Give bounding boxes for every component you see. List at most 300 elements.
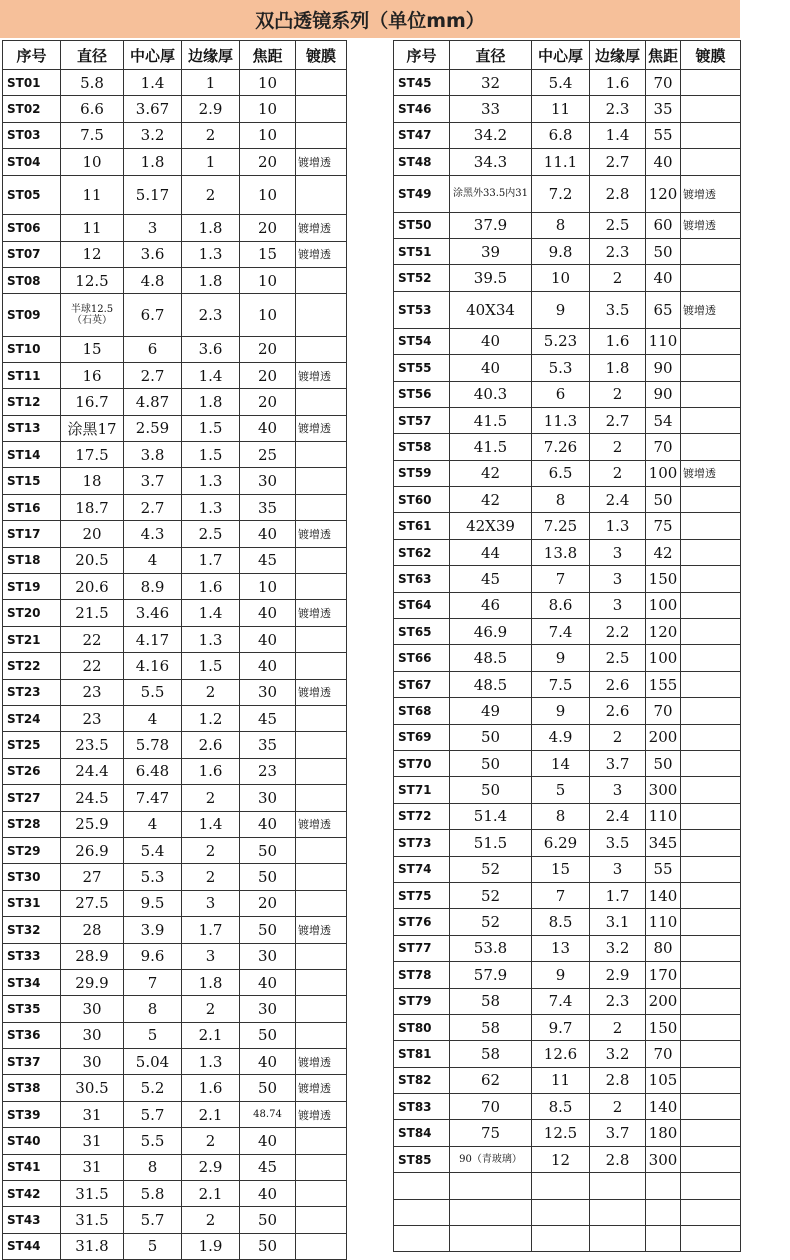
cell-center: 5.04 xyxy=(124,1049,182,1075)
cell-id: ST23 xyxy=(3,679,61,705)
cell-diameter: 31.8 xyxy=(61,1233,124,1259)
cell-focal: 30 xyxy=(240,468,296,494)
cell-edge: 1.4 xyxy=(182,600,240,626)
cell-focal: 140 xyxy=(646,1094,681,1120)
cell-edge: 1.8 xyxy=(182,969,240,995)
cell-id: ST20 xyxy=(3,600,61,626)
cell-coating xyxy=(681,619,741,645)
lens-table-left xyxy=(2,40,347,1260)
table-row xyxy=(394,513,741,539)
cell-edge: 2 xyxy=(590,460,646,486)
cell-center: 9 xyxy=(532,291,590,328)
cell-coating: 镀增透 xyxy=(296,811,347,837)
cell-edge: 2.3 xyxy=(590,238,646,264)
cell-center: 3.67 xyxy=(124,96,182,122)
cell-diameter xyxy=(450,1199,532,1225)
cell-edge: 2 xyxy=(182,864,240,890)
header-edge-thickness: 边缘厚 xyxy=(182,41,240,70)
cell-focal: 120 xyxy=(646,175,681,212)
cell-diameter: 39 xyxy=(450,238,532,264)
header-diameter: 直径 xyxy=(450,41,532,70)
cell-center: 3.9 xyxy=(124,917,182,943)
cell-coating xyxy=(681,671,741,697)
cell-focal: 20 xyxy=(240,389,296,415)
table-row xyxy=(394,671,741,697)
header-center-thickness: 中心厚 xyxy=(124,41,182,70)
cell-diameter: 涂黑17 xyxy=(61,415,124,441)
table-row xyxy=(394,212,741,238)
cell-focal: 40 xyxy=(240,1128,296,1154)
cell-edge: 1.5 xyxy=(182,653,240,679)
cell-coating xyxy=(681,750,741,776)
cell-coating: 镀增透 xyxy=(296,679,347,705)
cell-focal: 35 xyxy=(240,732,296,758)
cell-id: ST52 xyxy=(394,265,450,291)
cell-edge: 2 xyxy=(590,724,646,750)
table-row xyxy=(394,962,741,988)
cell-focal: 100 xyxy=(646,592,681,618)
cell-id: ST44 xyxy=(3,1233,61,1259)
cell-id: ST10 xyxy=(3,336,61,362)
cell-diameter: 31 xyxy=(61,1154,124,1180)
cell-focal: 70 xyxy=(646,434,681,460)
cell-center: 8 xyxy=(124,1154,182,1180)
cell-focal: 10 xyxy=(240,96,296,122)
cell-edge: 3.6 xyxy=(182,336,240,362)
cell-diameter: 28 xyxy=(61,917,124,943)
cell-id: ST15 xyxy=(3,468,61,494)
cell-edge: 3.5 xyxy=(590,291,646,328)
cell-id: ST47 xyxy=(394,122,450,148)
table-row xyxy=(3,336,347,362)
cell-id: ST78 xyxy=(394,962,450,988)
cell-center: 5.78 xyxy=(124,732,182,758)
cell-id xyxy=(394,1199,450,1225)
cell-edge: 2 xyxy=(590,265,646,291)
cell-edge: 2 xyxy=(590,381,646,407)
cell-focal: 200 xyxy=(646,988,681,1014)
cell-coating xyxy=(681,724,741,750)
cell-center: 9 xyxy=(532,962,590,988)
cell-focal: 20 xyxy=(240,215,296,241)
cell-edge: 1.4 xyxy=(182,811,240,837)
cell-edge: 1.6 xyxy=(182,1075,240,1101)
cell-center: 3.6 xyxy=(124,241,182,267)
cell-id: ST56 xyxy=(394,381,450,407)
cell-id: ST38 xyxy=(3,1075,61,1101)
cell-diameter: 24.4 xyxy=(61,758,124,784)
cell-coating xyxy=(296,389,347,415)
cell-coating xyxy=(296,1022,347,1048)
table-row xyxy=(3,215,347,241)
cell-center: 4.16 xyxy=(124,653,182,679)
table-row xyxy=(394,328,741,354)
cell-edge: 1.9 xyxy=(182,1233,240,1259)
cell-focal: 150 xyxy=(646,1014,681,1040)
table-row xyxy=(3,547,347,573)
cell-coating xyxy=(296,96,347,122)
cell-coating xyxy=(296,837,347,863)
table-row xyxy=(3,574,347,600)
table-row xyxy=(3,442,347,468)
cell-id: ST24 xyxy=(3,705,61,731)
cell-id: ST40 xyxy=(3,1128,61,1154)
cell-diameter: 45 xyxy=(450,566,532,592)
table-row xyxy=(3,837,347,863)
cell-coating xyxy=(296,890,347,916)
cell-id: ST07 xyxy=(3,241,61,267)
cell-focal: 90 xyxy=(646,381,681,407)
table-row xyxy=(3,653,347,679)
cell-diameter: 90（青玻璃） xyxy=(450,1146,532,1172)
cell-center: 12 xyxy=(532,1146,590,1172)
cell-edge: 1.3 xyxy=(182,1049,240,1075)
cell-center: 5.3 xyxy=(124,864,182,890)
cell-diameter: 11 xyxy=(61,175,124,215)
cell-focal: 50 xyxy=(646,238,681,264)
cell-center: 13 xyxy=(532,935,590,961)
table-row xyxy=(394,149,741,175)
table-row xyxy=(3,96,347,122)
cell-id: ST22 xyxy=(3,653,61,679)
cell-coating xyxy=(681,238,741,264)
table-row xyxy=(3,864,347,890)
cell-center: 4 xyxy=(124,705,182,731)
cell-focal: 23 xyxy=(240,758,296,784)
cell-diameter: 20.5 xyxy=(61,547,124,573)
cell-center: 12.5 xyxy=(532,1120,590,1146)
cell-diameter: 30 xyxy=(61,1049,124,1075)
cell-diameter: 31 xyxy=(61,1101,124,1127)
cell-center: 10 xyxy=(532,265,590,291)
cell-id: ST25 xyxy=(3,732,61,758)
cell-id: ST26 xyxy=(3,758,61,784)
cell-id: ST27 xyxy=(3,785,61,811)
cell-focal: 70 xyxy=(646,1041,681,1067)
cell-edge: 2.8 xyxy=(590,1146,646,1172)
table-body xyxy=(3,70,347,1260)
cell-coating: 镀增透 xyxy=(681,175,741,212)
cell-edge xyxy=(590,1173,646,1199)
cell-diameter: 27 xyxy=(61,864,124,890)
cell-focal: 110 xyxy=(646,909,681,935)
cell-focal: 40 xyxy=(240,1049,296,1075)
cell-center: 8.6 xyxy=(532,592,590,618)
cell-center: 3.46 xyxy=(124,600,182,626)
cell-id: ST58 xyxy=(394,434,450,460)
cell-diameter: 26.9 xyxy=(61,837,124,863)
cell-id: ST48 xyxy=(394,149,450,175)
cell-id: ST63 xyxy=(394,566,450,592)
cell-center: 6.48 xyxy=(124,758,182,784)
cell-diameter: 41.5 xyxy=(450,407,532,433)
table-row xyxy=(394,1199,741,1225)
cell-center: 8 xyxy=(532,487,590,513)
cell-coating xyxy=(296,969,347,995)
cell-id: ST64 xyxy=(394,592,450,618)
cell-coating xyxy=(681,381,741,407)
cell-edge: 2.7 xyxy=(590,407,646,433)
cell-edge: 2 xyxy=(182,996,240,1022)
cell-edge: 1.6 xyxy=(590,70,646,96)
cell-edge: 2.6 xyxy=(182,732,240,758)
table-row xyxy=(394,645,741,671)
table-row xyxy=(394,619,741,645)
cell-edge: 2.1 xyxy=(182,1022,240,1048)
cell-id: ST12 xyxy=(3,389,61,415)
cell-focal: 50 xyxy=(240,837,296,863)
table-row xyxy=(3,521,347,547)
cell-diameter: 7.5 xyxy=(61,122,124,148)
cell-id: ST54 xyxy=(394,328,450,354)
cell-diameter: 15 xyxy=(61,336,124,362)
header-id: 序号 xyxy=(3,41,61,70)
cell-coating xyxy=(681,909,741,935)
cell-id: ST41 xyxy=(3,1154,61,1180)
cell-focal: 110 xyxy=(646,328,681,354)
cell-id: ST70 xyxy=(394,750,450,776)
cell-diameter: 50 xyxy=(450,750,532,776)
cell-id: ST81 xyxy=(394,1041,450,1067)
cell-id: ST49 xyxy=(394,175,450,212)
table-row xyxy=(394,1226,741,1252)
cell-id: ST33 xyxy=(3,943,61,969)
cell-coating xyxy=(681,935,741,961)
cell-coating xyxy=(681,1226,741,1252)
cell-focal: 35 xyxy=(646,96,681,122)
table-row xyxy=(3,1128,347,1154)
cell-focal: 40 xyxy=(240,969,296,995)
table-row xyxy=(394,291,741,328)
cell-coating xyxy=(296,864,347,890)
cell-id: ST05 xyxy=(3,175,61,215)
cell-focal: 20 xyxy=(240,149,296,175)
cell-id: ST50 xyxy=(394,212,450,238)
cell-focal: 50 xyxy=(240,1233,296,1259)
cell-diameter: 28.9 xyxy=(61,943,124,969)
table-row xyxy=(394,1041,741,1067)
cell-coating: 镀增透 xyxy=(296,362,347,388)
cell-focal: 75 xyxy=(646,513,681,539)
cell-coating xyxy=(681,592,741,618)
cell-diameter: 52 xyxy=(450,856,532,882)
cell-edge: 2.9 xyxy=(590,962,646,988)
cell-diameter xyxy=(450,1226,532,1252)
table-header-row xyxy=(3,41,347,70)
cell-coating: 镀增透 xyxy=(296,1101,347,1127)
table-body xyxy=(394,70,741,1252)
cell-coating xyxy=(681,1041,741,1067)
cell-id: ST31 xyxy=(3,890,61,916)
cell-diameter: 40.3 xyxy=(450,381,532,407)
cell-center: 4 xyxy=(124,547,182,573)
cell-coating xyxy=(681,1173,741,1199)
cell-coating xyxy=(296,122,347,148)
cell-center: 15 xyxy=(532,856,590,882)
cell-focal: 50 xyxy=(240,917,296,943)
cell-center: 11 xyxy=(532,96,590,122)
cell-coating xyxy=(681,830,741,856)
cell-diameter: 6.6 xyxy=(61,96,124,122)
table-row xyxy=(3,969,347,995)
cell-diameter: 24.5 xyxy=(61,785,124,811)
cell-diameter: 57.9 xyxy=(450,962,532,988)
table-row xyxy=(3,996,347,1022)
cell-center: 5 xyxy=(124,1233,182,1259)
cell-edge: 2 xyxy=(590,1014,646,1040)
cell-focal: 45 xyxy=(240,705,296,731)
table-row xyxy=(3,362,347,388)
cell-id: ST30 xyxy=(3,864,61,890)
table-row xyxy=(3,943,347,969)
header-id: 序号 xyxy=(394,41,450,70)
cell-id: ST02 xyxy=(3,96,61,122)
cell-edge xyxy=(590,1226,646,1252)
cell-focal: 40 xyxy=(240,521,296,547)
cell-diameter: 51.4 xyxy=(450,803,532,829)
cell-center: 5.2 xyxy=(124,1075,182,1101)
cell-coating xyxy=(296,653,347,679)
table-row xyxy=(394,381,741,407)
cell-diameter xyxy=(450,1173,532,1199)
cell-diameter: 23 xyxy=(61,679,124,705)
cell-diameter: 20 xyxy=(61,521,124,547)
cell-edge: 2.5 xyxy=(590,212,646,238)
cell-center: 9.6 xyxy=(124,943,182,969)
cell-diameter: 31.5 xyxy=(61,1207,124,1233)
table-row xyxy=(394,882,741,908)
cell-diameter: 52 xyxy=(450,909,532,935)
cell-edge: 3.7 xyxy=(590,1120,646,1146)
table-row xyxy=(3,468,347,494)
cell-diameter: 42 xyxy=(450,460,532,486)
table-row xyxy=(3,1049,347,1075)
table-row xyxy=(394,238,741,264)
cell-center: 12.6 xyxy=(532,1041,590,1067)
cell-id: ST09 xyxy=(3,294,61,336)
table-row xyxy=(394,830,741,856)
table-row xyxy=(394,856,741,882)
cell-id: ST42 xyxy=(3,1181,61,1207)
cell-coating xyxy=(296,267,347,293)
cell-id: ST55 xyxy=(394,355,450,381)
cell-diameter: 39.5 xyxy=(450,265,532,291)
cell-edge: 3 xyxy=(590,856,646,882)
cell-coating xyxy=(681,882,741,908)
cell-id: ST61 xyxy=(394,513,450,539)
table-row xyxy=(3,1181,347,1207)
table-row xyxy=(3,122,347,148)
cell-edge: 2.9 xyxy=(182,1154,240,1180)
cell-diameter: 22 xyxy=(61,653,124,679)
cell-edge: 1.7 xyxy=(590,882,646,908)
cell-id: ST74 xyxy=(394,856,450,882)
cell-coating xyxy=(681,122,741,148)
cell-id: ST34 xyxy=(3,969,61,995)
table-row xyxy=(394,935,741,961)
cell-coating xyxy=(296,785,347,811)
cell-edge: 2.5 xyxy=(182,521,240,547)
cell-center: 14 xyxy=(532,750,590,776)
cell-center: 7.25 xyxy=(532,513,590,539)
cell-center: 9 xyxy=(532,645,590,671)
cell-center xyxy=(532,1226,590,1252)
cell-center: 4.87 xyxy=(124,389,182,415)
table-row xyxy=(394,698,741,724)
cell-focal: 300 xyxy=(646,1146,681,1172)
table-row xyxy=(394,175,741,212)
cell-focal: 70 xyxy=(646,70,681,96)
cell-focal: 45 xyxy=(240,1154,296,1180)
cell-coating xyxy=(296,468,347,494)
table-row xyxy=(394,487,741,513)
cell-edge: 2.3 xyxy=(182,294,240,336)
cell-focal: 10 xyxy=(240,267,296,293)
cell-focal: 50 xyxy=(646,750,681,776)
cell-focal: 40 xyxy=(240,811,296,837)
cell-center: 6.29 xyxy=(532,830,590,856)
cell-edge: 1.4 xyxy=(182,362,240,388)
cell-diameter: 42X39 xyxy=(450,513,532,539)
cell-focal: 15 xyxy=(240,241,296,267)
cell-id: ST13 xyxy=(3,415,61,441)
cell-focal: 25 xyxy=(240,442,296,468)
cell-diameter: 48.5 xyxy=(450,671,532,697)
table-row xyxy=(394,1094,741,1120)
cell-id: ST75 xyxy=(394,882,450,908)
cell-coating xyxy=(681,856,741,882)
cell-id: ST16 xyxy=(3,494,61,520)
cell-coating xyxy=(296,758,347,784)
cell-coating xyxy=(681,962,741,988)
cell-edge: 2 xyxy=(182,679,240,705)
cell-id: ST79 xyxy=(394,988,450,1014)
cell-edge: 3.5 xyxy=(590,830,646,856)
table-row xyxy=(3,1154,347,1180)
cell-edge: 2.8 xyxy=(590,1067,646,1093)
cell-focal: 40 xyxy=(240,1181,296,1207)
cell-edge: 3 xyxy=(590,777,646,803)
cell-focal: 80 xyxy=(646,935,681,961)
cell-id: ST83 xyxy=(394,1094,450,1120)
cell-diameter: 58 xyxy=(450,988,532,1014)
cell-diameter: 30.5 xyxy=(61,1075,124,1101)
cell-id: ST73 xyxy=(394,830,450,856)
cell-diameter: 37.9 xyxy=(450,212,532,238)
table-row xyxy=(394,988,741,1014)
cell-center: 8.9 xyxy=(124,574,182,600)
cell-edge: 2.1 xyxy=(182,1101,240,1127)
cell-id: ST39 xyxy=(3,1101,61,1127)
cell-center: 13.8 xyxy=(532,539,590,565)
cell-center: 6.8 xyxy=(532,122,590,148)
cell-coating xyxy=(681,407,741,433)
cell-center: 11.3 xyxy=(532,407,590,433)
cell-edge: 1.6 xyxy=(590,328,646,354)
cell-diameter: 75 xyxy=(450,1120,532,1146)
cell-edge: 3 xyxy=(590,592,646,618)
cell-center: 6.7 xyxy=(124,294,182,336)
table-row xyxy=(3,1207,347,1233)
cell-center: 5.17 xyxy=(124,175,182,215)
cell-diameter: 25.9 xyxy=(61,811,124,837)
cell-diameter: 34.2 xyxy=(450,122,532,148)
cell-center: 2.59 xyxy=(124,415,182,441)
cell-center: 3.2 xyxy=(124,122,182,148)
cell-diameter: 18 xyxy=(61,468,124,494)
cell-id: ST06 xyxy=(3,215,61,241)
cell-id: ST57 xyxy=(394,407,450,433)
